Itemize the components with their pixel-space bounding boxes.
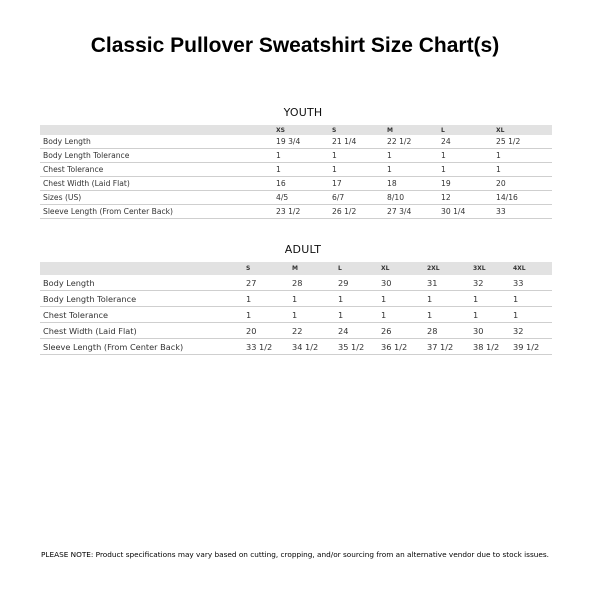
row-label: Chest Tolerance [40,163,276,177]
measurement-cell: 25 1/2 [496,135,552,149]
table-row [40,307,552,323]
measurement-cell: 26 [381,323,427,339]
measurement-cell: 28 [292,275,338,291]
youth-header-row [40,125,552,135]
measurement-cell: 36 1/2 [381,339,427,355]
header-corner-cell [40,125,276,135]
size-column-header: S [246,265,251,272]
size-column-header: XL [496,126,505,134]
row-label: Chest Width (Laid Flat) [40,177,276,191]
row-label: Sizes (US) [40,191,276,205]
table-row [40,135,552,149]
measurement-cell: 30 [473,323,513,339]
adult-size-table [40,262,552,355]
measurement-cell: 28 [427,323,473,339]
youth-section-heading: YOUTH [283,106,323,119]
measurement-cell: 1 [473,307,513,323]
page-title: Classic Pullover Sweatshirt Size Chart(s) [90,34,500,57]
table-row [40,275,552,291]
measurement-cell: 29 [338,275,381,291]
row-label: Chest Width (Laid Flat) [40,323,246,339]
measurement-cell: 1 [381,291,427,307]
measurement-cell: 6/7 [332,191,387,205]
measurement-cell: 1 [427,307,473,323]
measurement-cell: 22 1/2 [387,135,441,149]
measurement-cell: 16 [276,177,332,191]
measurement-cell: 1 [292,291,338,307]
measurement-cell: 1 [276,149,332,163]
table-row [40,149,552,163]
measurement-cell: 24 [441,135,496,149]
measurement-cell: 1 [338,291,381,307]
measurement-cell: 18 [387,177,441,191]
measurement-cell: 37 1/2 [427,339,473,355]
youth-size-table [40,125,552,219]
measurement-cell: 38 1/2 [473,339,513,355]
size-column-header: 2XL [427,265,440,272]
measurement-cell: 1 [513,307,552,323]
size-column-header: M [387,126,393,134]
measurement-cell: 32 [473,275,513,291]
measurement-cell: 1 [513,291,552,307]
size-column-header: L [441,126,445,134]
row-label: Body Length Tolerance [40,149,276,163]
measurement-cell: 4/5 [276,191,332,205]
row-label: Sleeve Length (From Center Back) [40,205,276,219]
measurement-cell: 1 [246,307,292,323]
size-column-header: 3XL [473,265,486,272]
measurement-cell: 26 1/2 [332,205,387,219]
footer-note: PLEASE NOTE: Product specifications may vary based on cutting, cropping, and/or sourcing from an alternative vendor due to stock issues. [41,550,549,559]
table-row [40,163,552,177]
table-row [40,291,552,307]
measurement-cell: 1 [441,163,496,177]
row-label: Body Length Tolerance [40,291,246,307]
measurement-cell: 19 3/4 [276,135,332,149]
measurement-cell: 1 [496,149,552,163]
size-column-header: XS [276,126,285,134]
measurement-cell: 24 [338,323,381,339]
measurement-cell: 21 1/4 [332,135,387,149]
table-row [40,205,552,219]
row-label: Body Length [40,275,246,291]
measurement-cell: 14/16 [496,191,552,205]
measurement-cell: 32 [513,323,552,339]
measurement-cell: 35 1/2 [338,339,381,355]
measurement-cell: 1 [387,163,441,177]
size-column-header: XL [381,265,390,272]
row-label: Sleeve Length (From Center Back) [40,339,246,355]
measurement-cell: 33 [513,275,552,291]
measurement-cell: 1 [338,307,381,323]
adult-header-row [40,262,552,275]
measurement-cell: 33 1/2 [246,339,292,355]
adult-section-heading: ADULT [284,243,322,256]
measurement-cell: 19 [441,177,496,191]
measurement-cell: 39 1/2 [513,339,552,355]
measurement-cell: 1 [387,149,441,163]
measurement-cell: 1 [473,291,513,307]
measurement-cell: 30 1/4 [441,205,496,219]
size-column-header: S [332,126,337,134]
measurement-cell: 1 [427,291,473,307]
measurement-cell: 1 [332,149,387,163]
row-label: Body Length [40,135,276,149]
header-corner-cell [40,262,246,275]
measurement-cell: 1 [276,163,332,177]
measurement-cell: 30 [381,275,427,291]
measurement-cell: 20 [246,323,292,339]
table-row [40,191,552,205]
measurement-cell: 1 [332,163,387,177]
measurement-cell: 12 [441,191,496,205]
row-label: Chest Tolerance [40,307,246,323]
measurement-cell: 1 [292,307,338,323]
measurement-cell: 1 [496,163,552,177]
measurement-cell: 27 [246,275,292,291]
table-row [40,339,552,355]
table-row [40,323,552,339]
measurement-cell: 22 [292,323,338,339]
measurement-cell: 34 1/2 [292,339,338,355]
measurement-cell: 1 [441,149,496,163]
measurement-cell: 33 [496,205,552,219]
measurement-cell: 17 [332,177,387,191]
measurement-cell: 1 [246,291,292,307]
measurement-cell: 1 [381,307,427,323]
measurement-cell: 23 1/2 [276,205,332,219]
measurement-cell: 20 [496,177,552,191]
measurement-cell: 27 3/4 [387,205,441,219]
size-column-header: M [292,265,298,272]
measurement-cell: 8/10 [387,191,441,205]
size-column-header: 4XL [513,265,526,272]
table-row [40,177,552,191]
measurement-cell: 31 [427,275,473,291]
size-column-header: L [338,265,342,272]
